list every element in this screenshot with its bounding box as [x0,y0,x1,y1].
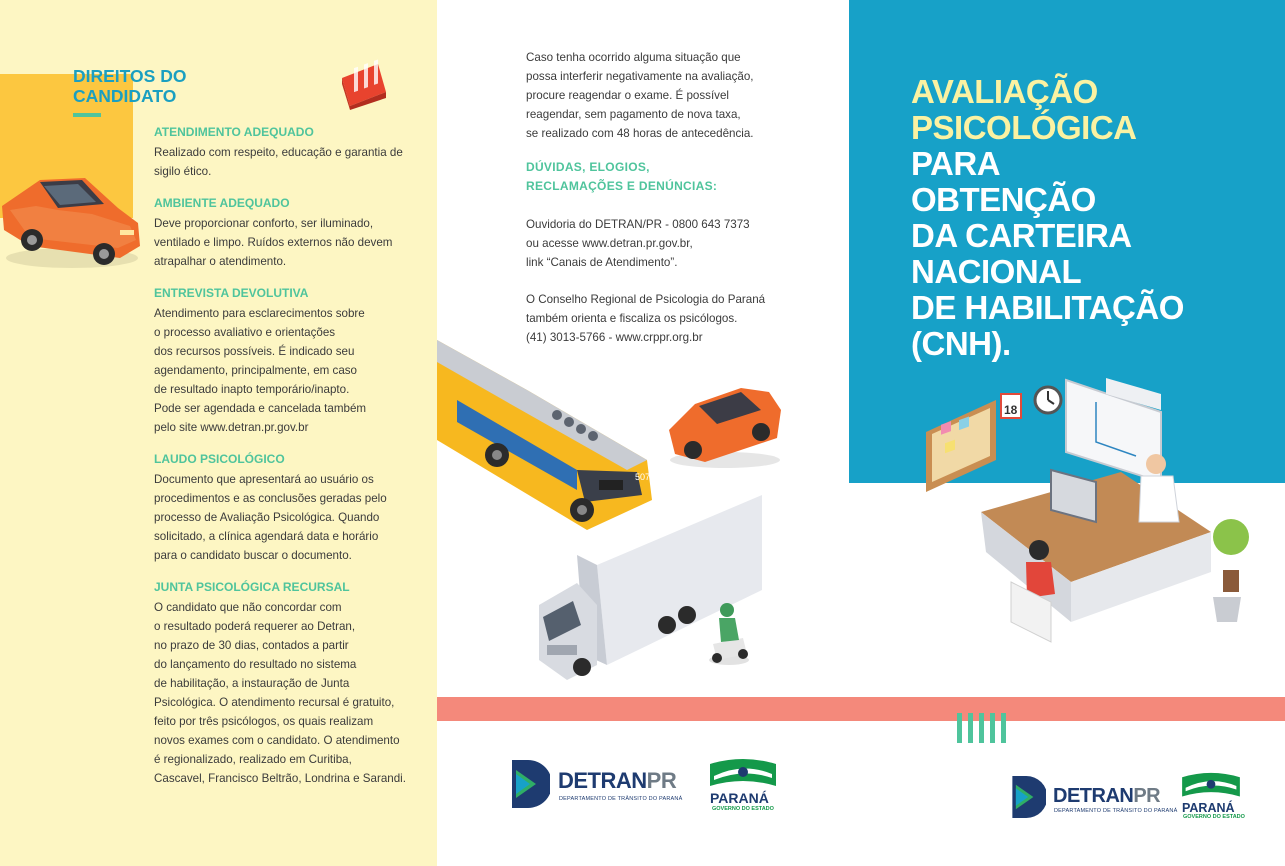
right-panel [849,0,1285,866]
detran-subtitle: DEPARTAMENTO DE TRÂNSITO DO PARANÁ [1054,808,1178,814]
section-heading: AMBIENTE ADEQUADO [154,196,290,210]
title-line-white-2: OBTENÇÃO [911,181,1096,218]
calendar-day: 18 [1004,403,1018,417]
rights-section [154,195,416,271]
cover-title [911,74,1271,362]
parana-wordmark: PARANÁ [1182,801,1235,815]
rights-list [154,124,416,802]
section-heading: ENTREVISTA DEVOLUTIVA [154,286,309,300]
conselho-text: O Conselho Regional de Psicologia do Paraná também orienta e fiscaliza os psicólogos. (41) 3013-5766 - www.crppr.org.br [526,293,766,344]
title-underline [73,113,101,117]
parana-subtitle: GOVERNO DO ESTADO [1183,814,1245,820]
scooter-rider-illustration [705,598,755,668]
title-line-white-1: PARA [911,145,1001,182]
contact-heading: DÚVIDAS, ELOGIOS, RECLAMAÇÕES E DENÚNCIAS: [526,160,718,193]
rights-section [154,579,416,788]
detran-pr-wordmark: PR [1133,785,1161,807]
detran-logo-right [1012,776,1178,820]
title-line-white-6: (CNH). [911,325,1011,362]
section-body: Deve proporcionar conforto, ser iluminado, ventilado e limpo. Ruídos externos não devem atrapalhar o atendimento. [154,217,393,268]
orange-car-illustration [665,380,785,470]
section-heading: LAUDO PSICOLÓGICO [154,452,285,466]
detran-mark-icon [1012,776,1046,818]
section-heading: JUNTA PSICOLÓGICA RECURSAL [154,580,350,594]
title-line-yellow-1: AVALIAÇÃO [911,73,1098,110]
traffic-barrier-illustration [338,58,390,110]
section-body: Documento que apresentará ao usuário os procedimentos e as conclusões geradas pelo processo de Avaliação Psicológica. Quando solicitado, a clínica agendará data e horário para o candidato buscar o documento. [154,473,387,562]
parana-wordmark: PARANÁ [710,790,769,806]
psychologist-office-illustration [921,372,1261,662]
detran-wordmark: DETRAN [1053,785,1134,807]
left-panel [0,0,437,866]
parana-logo-right [1180,772,1244,824]
parana-flag-icon [1182,772,1240,800]
ouvidoria-text: Ouvidoria do DETRAN/PR - 0800 643 7373 ou acesse www.detran.pr.gov.br, link “Canais de Atendimento”. [526,218,750,269]
rights-section [154,124,416,181]
detran-logo-middle [512,760,682,810]
parana-subtitle: GOVERNO DO ESTADO [712,806,774,812]
parana-logo-middle [708,758,778,814]
title-line-yellow-2: PSICOLÓGICA [911,109,1137,146]
parana-flag-icon [710,758,776,790]
detran-wordmark: DETRAN [558,768,647,793]
section-body: O candidato que não concordar com o resultado poderá requerer ao Detran, no prazo de 30 dias, contados a partir do lançamento do resultado no sistema de habilitação, a instauração de Junta Psicológica. O atendimento recursal é gratuito, feito por três psicólogos, os quais realizam novos exames com o candidato. O atendimento é regionalizado, realizado em Curitiba, Cascavel, Francisco Beltrão, Londrina e Sarandi. [154,601,406,785]
section-heading: ATENDIMENTO ADEQUADO [154,125,314,139]
rights-section [154,451,416,565]
title-line-white-5: DE HABILITAÇÃO [911,289,1184,326]
reschedule-text: Caso tenha ocorrido alguma situação que possa interferir negativamente na avaliação, procure reagendar o exame. É possível reagendar, sem pagamento de nova taxa, se realizado com 48 horas de antecedência. [526,51,754,140]
rights-title-line-2: CANDIDATO [73,86,177,106]
bus-number: 507 [635,472,651,482]
middle-panel [437,0,849,866]
section-body: Atendimento para esclarecimentos sobre o processo avaliativo e orientações dos recursos possíveis. É indicado seu agendamento, principalmente, em caso de resultado inapto temporário/inapto. Pode ser agendada e cancelada também pelo site www.detran.pr.gov.br [154,307,367,434]
title-line-white-4: NACIONAL [911,253,1082,290]
detran-subtitle: DEPARTAMENTO DE TRÂNSITO DO PARANÁ [559,796,683,802]
detran-mark-icon [512,760,550,808]
section-body: Realizado com respeito, educação e garantia de sigilo ético. [154,146,403,178]
detran-pr-wordmark: PR [646,768,677,793]
title-line-white-3: DA CARTEIRA [911,217,1132,254]
rights-section [154,285,416,437]
orange-car-illustration [0,168,145,273]
rights-title [73,66,186,106]
rights-title-line-1: DIREITOS DO [73,66,187,86]
